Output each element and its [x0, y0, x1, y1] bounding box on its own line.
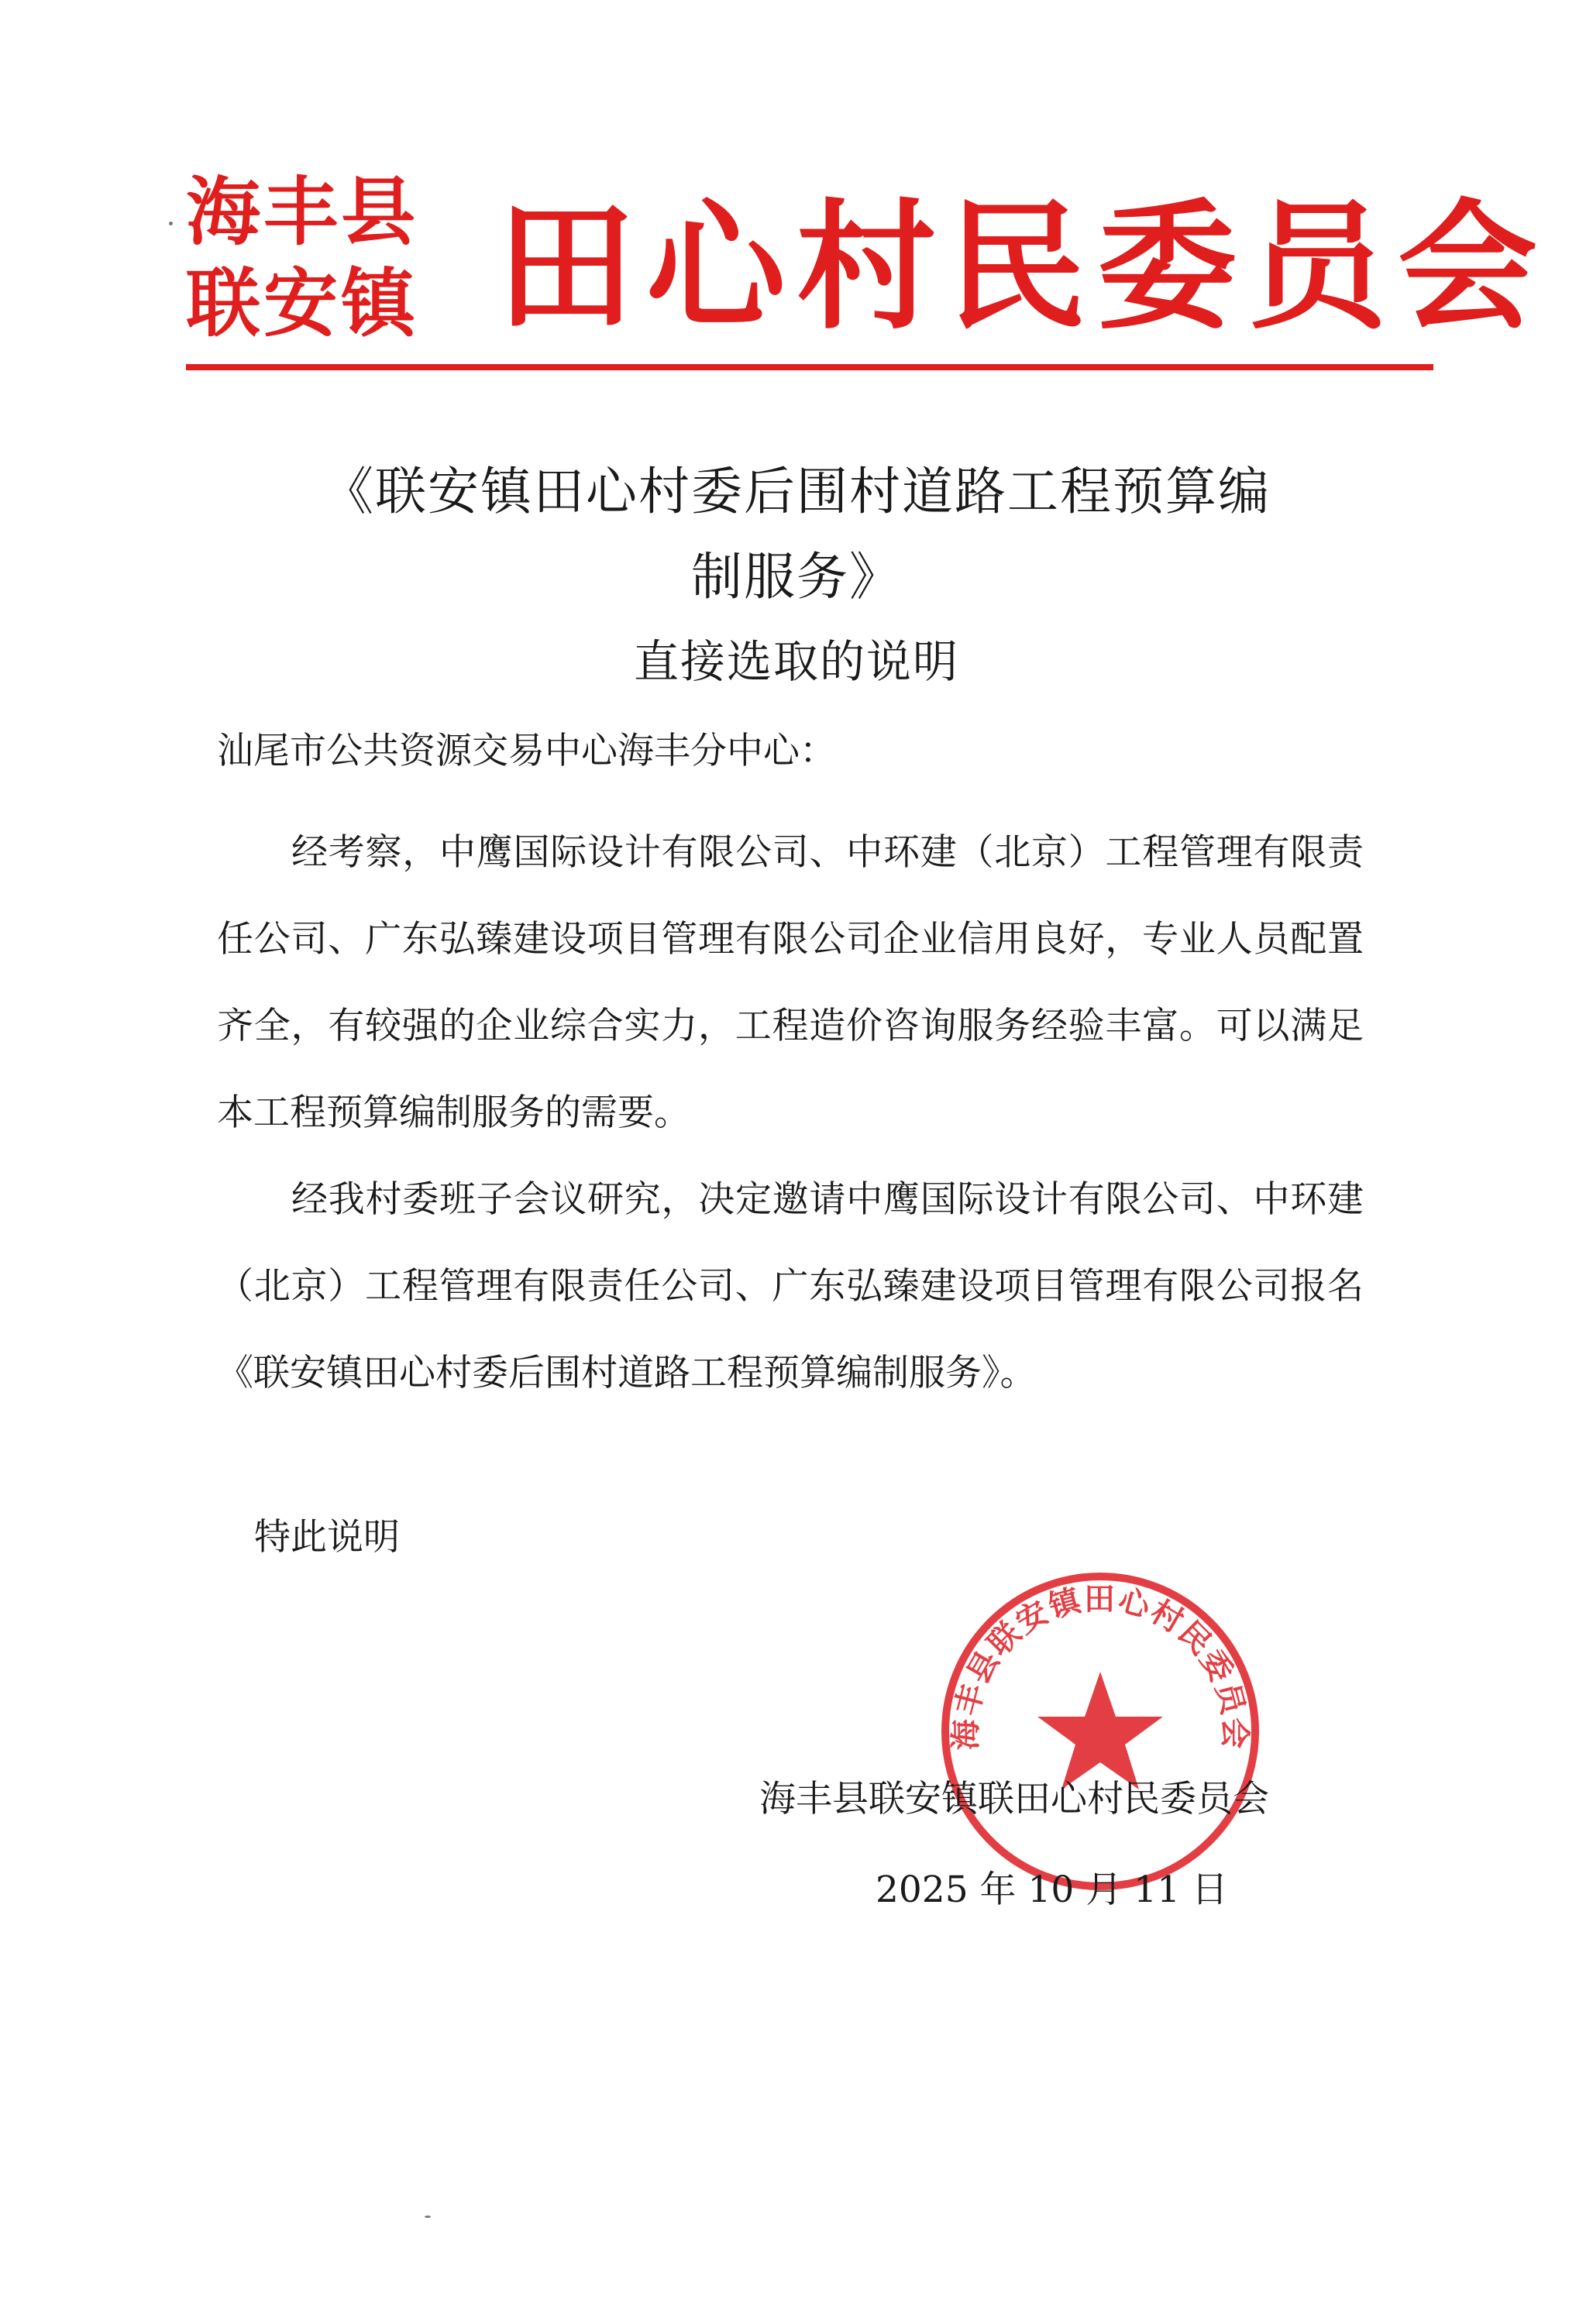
letterhead	[186, 167, 1549, 376]
signature-date: 2025 年 10 月 11 日	[876, 1868, 1228, 1911]
scan-speck	[169, 222, 173, 225]
closing-remark: 特此说明	[254, 1516, 400, 1559]
letterhead-rule	[186, 364, 1433, 370]
letterhead-organization: 田心村民委员会	[496, 185, 1549, 349]
body-text	[217, 810, 1364, 1417]
seal-text: 海丰县联安镇田心村民委员会	[948, 1581, 1253, 1751]
title-line-2: 制服务》	[691, 547, 902, 607]
title-line-1: 《联安镇田心村委后围村道路工程预算编	[322, 462, 1271, 521]
letterhead-location	[186, 167, 465, 349]
signature-organization: 海丰县联安镇联田心村民委员会	[759, 1778, 1269, 1820]
letterhead-county: 海丰县	[186, 169, 418, 256]
scan-speck	[425, 2216, 431, 2218]
paragraph-assessment: 经考察，中鹰国际设计有限公司、中环建（北京）工程管理有限责任公司、广东弘臻建设项目管理有限公司企业信用良好，专业人员配置齐全，有较强的企业综合实力，工程造价咨询服务经验丰富。可以满足本工程预算编制服务的需要。	[217, 831, 1364, 1134]
recipient: 汕尾市公共资源交易中心海丰分中心：	[217, 730, 836, 772]
official-seal	[934, 1565, 1267, 1898]
letterhead-town: 联安镇	[186, 260, 418, 347]
document-title	[0, 449, 1593, 700]
document-subtitle: 直接选取的说明	[633, 635, 959, 688]
paragraph-decision: 经我村委班子会议研究，决定邀请中鹰国际设计有限公司、中环建（北京）工程管理有限责任公司、广东弘臻建设项目管理有限公司报名《联安镇田心村委后围村道路工程预算编制服务》。	[217, 1178, 1364, 1394]
